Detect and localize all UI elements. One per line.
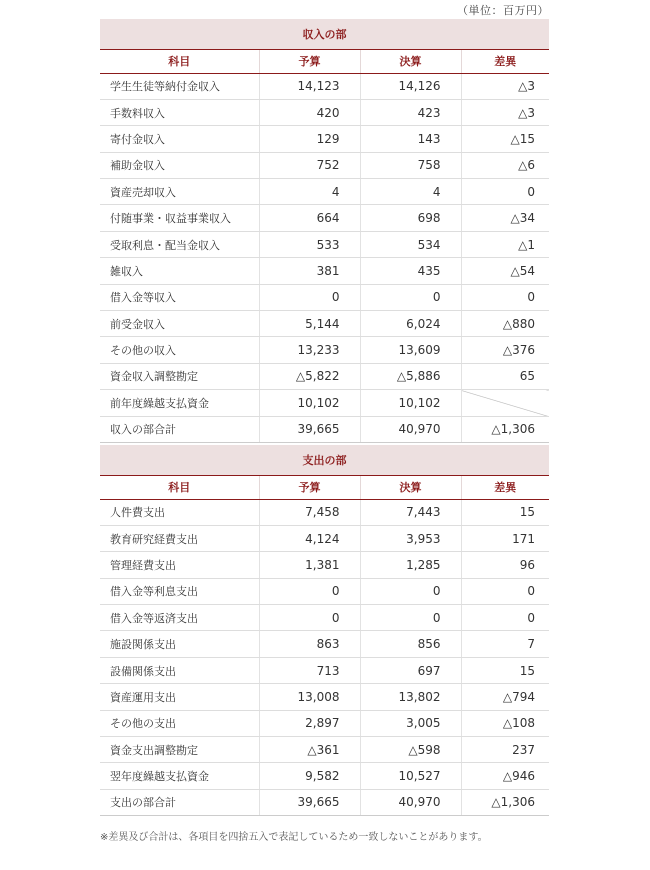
actual-value: 697 xyxy=(360,657,461,683)
actual-value: 14,126 xyxy=(360,73,461,99)
budget-value: 863 xyxy=(259,631,360,657)
budget-value: 4 xyxy=(259,179,360,205)
table-row xyxy=(100,205,549,231)
budget-value: 381 xyxy=(259,258,360,284)
budget-value: △5,822 xyxy=(259,363,360,389)
budget-value: 4,124 xyxy=(259,525,360,551)
income-table xyxy=(100,19,549,443)
table-row xyxy=(100,578,549,604)
income-section-title: 収入の部 xyxy=(100,19,549,49)
row-label: 補助金収入 xyxy=(100,152,259,178)
difference-value: 0 xyxy=(461,179,549,205)
table-row xyxy=(100,657,549,683)
difference-value: 0 xyxy=(461,605,549,631)
table-row xyxy=(100,763,549,789)
difference-value: △376 xyxy=(461,337,549,363)
table-row xyxy=(100,311,549,337)
actual-value: 40,970 xyxy=(360,789,461,815)
row-label: 教育研究経費支出 xyxy=(100,525,259,551)
row-label: その他の収入 xyxy=(100,337,259,363)
table-row xyxy=(100,337,549,363)
actual-value: 1,285 xyxy=(360,552,461,578)
budget-value: △361 xyxy=(259,737,360,763)
table-row xyxy=(100,525,549,551)
actual-value: 10,527 xyxy=(360,763,461,789)
table-row xyxy=(100,390,549,416)
row-label: 学生生徒等納付金収入 xyxy=(100,73,259,99)
budget-value: 0 xyxy=(259,578,360,604)
row-label: 受取利息・配当金収入 xyxy=(100,231,259,257)
difference-value: 96 xyxy=(461,552,549,578)
budget-value: 5,144 xyxy=(259,311,360,337)
header-difference: 差異 xyxy=(461,475,549,499)
actual-value: 3,953 xyxy=(360,525,461,551)
difference-value: △1 xyxy=(461,231,549,257)
difference-value: 237 xyxy=(461,737,549,763)
row-label: 借入金等収入 xyxy=(100,284,259,310)
row-label: 翌年度繰越支払資金 xyxy=(100,763,259,789)
difference-value: △1,306 xyxy=(461,789,549,815)
budget-value: 752 xyxy=(259,152,360,178)
table-row xyxy=(100,258,549,284)
difference-value: 15 xyxy=(461,657,549,683)
actual-value: 0 xyxy=(360,578,461,604)
difference-value: 0 xyxy=(461,284,549,310)
difference-value: △880 xyxy=(461,311,549,337)
difference-value: 65 xyxy=(461,363,549,389)
budget-value: 2,897 xyxy=(259,710,360,736)
budget-value: 533 xyxy=(259,231,360,257)
actual-value: 4 xyxy=(360,179,461,205)
actual-value: 13,802 xyxy=(360,684,461,710)
table-row xyxy=(100,552,549,578)
expense-table xyxy=(100,445,549,816)
table-total-row xyxy=(100,416,549,442)
expense-header-row xyxy=(100,475,549,499)
row-label: 資産売却収入 xyxy=(100,179,259,205)
actual-value: 435 xyxy=(360,258,461,284)
difference-value: △6 xyxy=(461,152,549,178)
row-label: 管理経費支出 xyxy=(100,552,259,578)
difference-value: 171 xyxy=(461,525,549,551)
budget-value: 0 xyxy=(259,605,360,631)
header-actual: 決算 xyxy=(360,475,461,499)
difference-value: △794 xyxy=(461,684,549,710)
unit-label: （単位：百万円） xyxy=(457,4,549,17)
row-label: 資金収入調整勘定 xyxy=(100,363,259,389)
actual-value: 6,024 xyxy=(360,311,461,337)
difference-value: △34 xyxy=(461,205,549,231)
row-label: 設備関係支出 xyxy=(100,657,259,683)
table-row xyxy=(100,231,549,257)
row-label: 施設関係支出 xyxy=(100,631,259,657)
actual-value: 7,443 xyxy=(360,499,461,525)
actual-value: 40,970 xyxy=(360,416,461,442)
table-row xyxy=(100,152,549,178)
actual-value: △5,886 xyxy=(360,363,461,389)
expense-section-title-row xyxy=(100,445,549,475)
actual-value: △598 xyxy=(360,737,461,763)
header-budget: 予算 xyxy=(259,49,360,73)
budget-value: 1,381 xyxy=(259,552,360,578)
budget-value: 7,458 xyxy=(259,499,360,525)
budget-value: 129 xyxy=(259,126,360,152)
budget-value: 713 xyxy=(259,657,360,683)
row-label: 前受金収入 xyxy=(100,311,259,337)
difference-value: △3 xyxy=(461,73,549,99)
header-budget: 予算 xyxy=(259,475,360,499)
row-label: 手数料収入 xyxy=(100,99,259,125)
difference-value xyxy=(461,390,549,416)
actual-value: 13,609 xyxy=(360,337,461,363)
difference-value: △15 xyxy=(461,126,549,152)
difference-value: △1,306 xyxy=(461,416,549,442)
budget-value: 14,123 xyxy=(259,73,360,99)
actual-value: 143 xyxy=(360,126,461,152)
row-label: 支出の部合計 xyxy=(100,789,259,815)
budget-value: 9,582 xyxy=(259,763,360,789)
table-row xyxy=(100,73,549,99)
expense-section-title: 支出の部 xyxy=(100,445,549,475)
income-section-title-row xyxy=(100,19,549,49)
difference-value: △54 xyxy=(461,258,549,284)
income-header-row xyxy=(100,49,549,73)
row-label: 借入金等返済支出 xyxy=(100,605,259,631)
budget-value: 39,665 xyxy=(259,416,360,442)
table-row xyxy=(100,99,549,125)
difference-value: △946 xyxy=(461,763,549,789)
budget-value: 13,233 xyxy=(259,337,360,363)
row-label: 借入金等利息支出 xyxy=(100,578,259,604)
difference-value: 0 xyxy=(461,578,549,604)
difference-value: 7 xyxy=(461,631,549,657)
budget-value: 13,008 xyxy=(259,684,360,710)
table-row xyxy=(100,684,549,710)
row-label: 資金支出調整勘定 xyxy=(100,737,259,763)
header-subject: 科目 xyxy=(100,49,259,73)
header-actual: 決算 xyxy=(360,49,461,73)
row-label: 収入の部合計 xyxy=(100,416,259,442)
actual-value: 856 xyxy=(360,631,461,657)
actual-value: 0 xyxy=(360,284,461,310)
row-label: 寄付金収入 xyxy=(100,126,259,152)
actual-value: 0 xyxy=(360,605,461,631)
row-label: その他の支出 xyxy=(100,710,259,736)
budget-value: 420 xyxy=(259,99,360,125)
budget-value: 664 xyxy=(259,205,360,231)
row-label: 人件費支出 xyxy=(100,499,259,525)
table-row xyxy=(100,605,549,631)
actual-value: 423 xyxy=(360,99,461,125)
table-row xyxy=(100,499,549,525)
difference-value: △108 xyxy=(461,710,549,736)
budget-value: 0 xyxy=(259,284,360,310)
table-row xyxy=(100,737,549,763)
budget-value: 10,102 xyxy=(259,390,360,416)
table-row xyxy=(100,363,549,389)
actual-value: 10,102 xyxy=(360,390,461,416)
table-row xyxy=(100,126,549,152)
actual-value: 3,005 xyxy=(360,710,461,736)
table-row xyxy=(100,710,549,736)
table-row xyxy=(100,179,549,205)
row-label: 付随事業・収益事業収入 xyxy=(100,205,259,231)
header-difference: 差異 xyxy=(461,49,549,73)
table-row xyxy=(100,631,549,657)
budget-value: 39,665 xyxy=(259,789,360,815)
difference-value: 15 xyxy=(461,499,549,525)
actual-value: 698 xyxy=(360,205,461,231)
row-label: 資産運用支出 xyxy=(100,684,259,710)
actual-value: 534 xyxy=(360,231,461,257)
table-total-row xyxy=(100,789,549,815)
header-subject: 科目 xyxy=(100,475,259,499)
row-label: 雑収入 xyxy=(100,258,259,284)
table-row xyxy=(100,284,549,310)
footnote: ※差異及び合計は、各項目を四捨五入で表記しているため一致しないことがあります。 xyxy=(100,832,488,843)
row-label: 前年度繰越支払資金 xyxy=(100,390,259,416)
actual-value: 758 xyxy=(360,152,461,178)
difference-value: △3 xyxy=(461,99,549,125)
